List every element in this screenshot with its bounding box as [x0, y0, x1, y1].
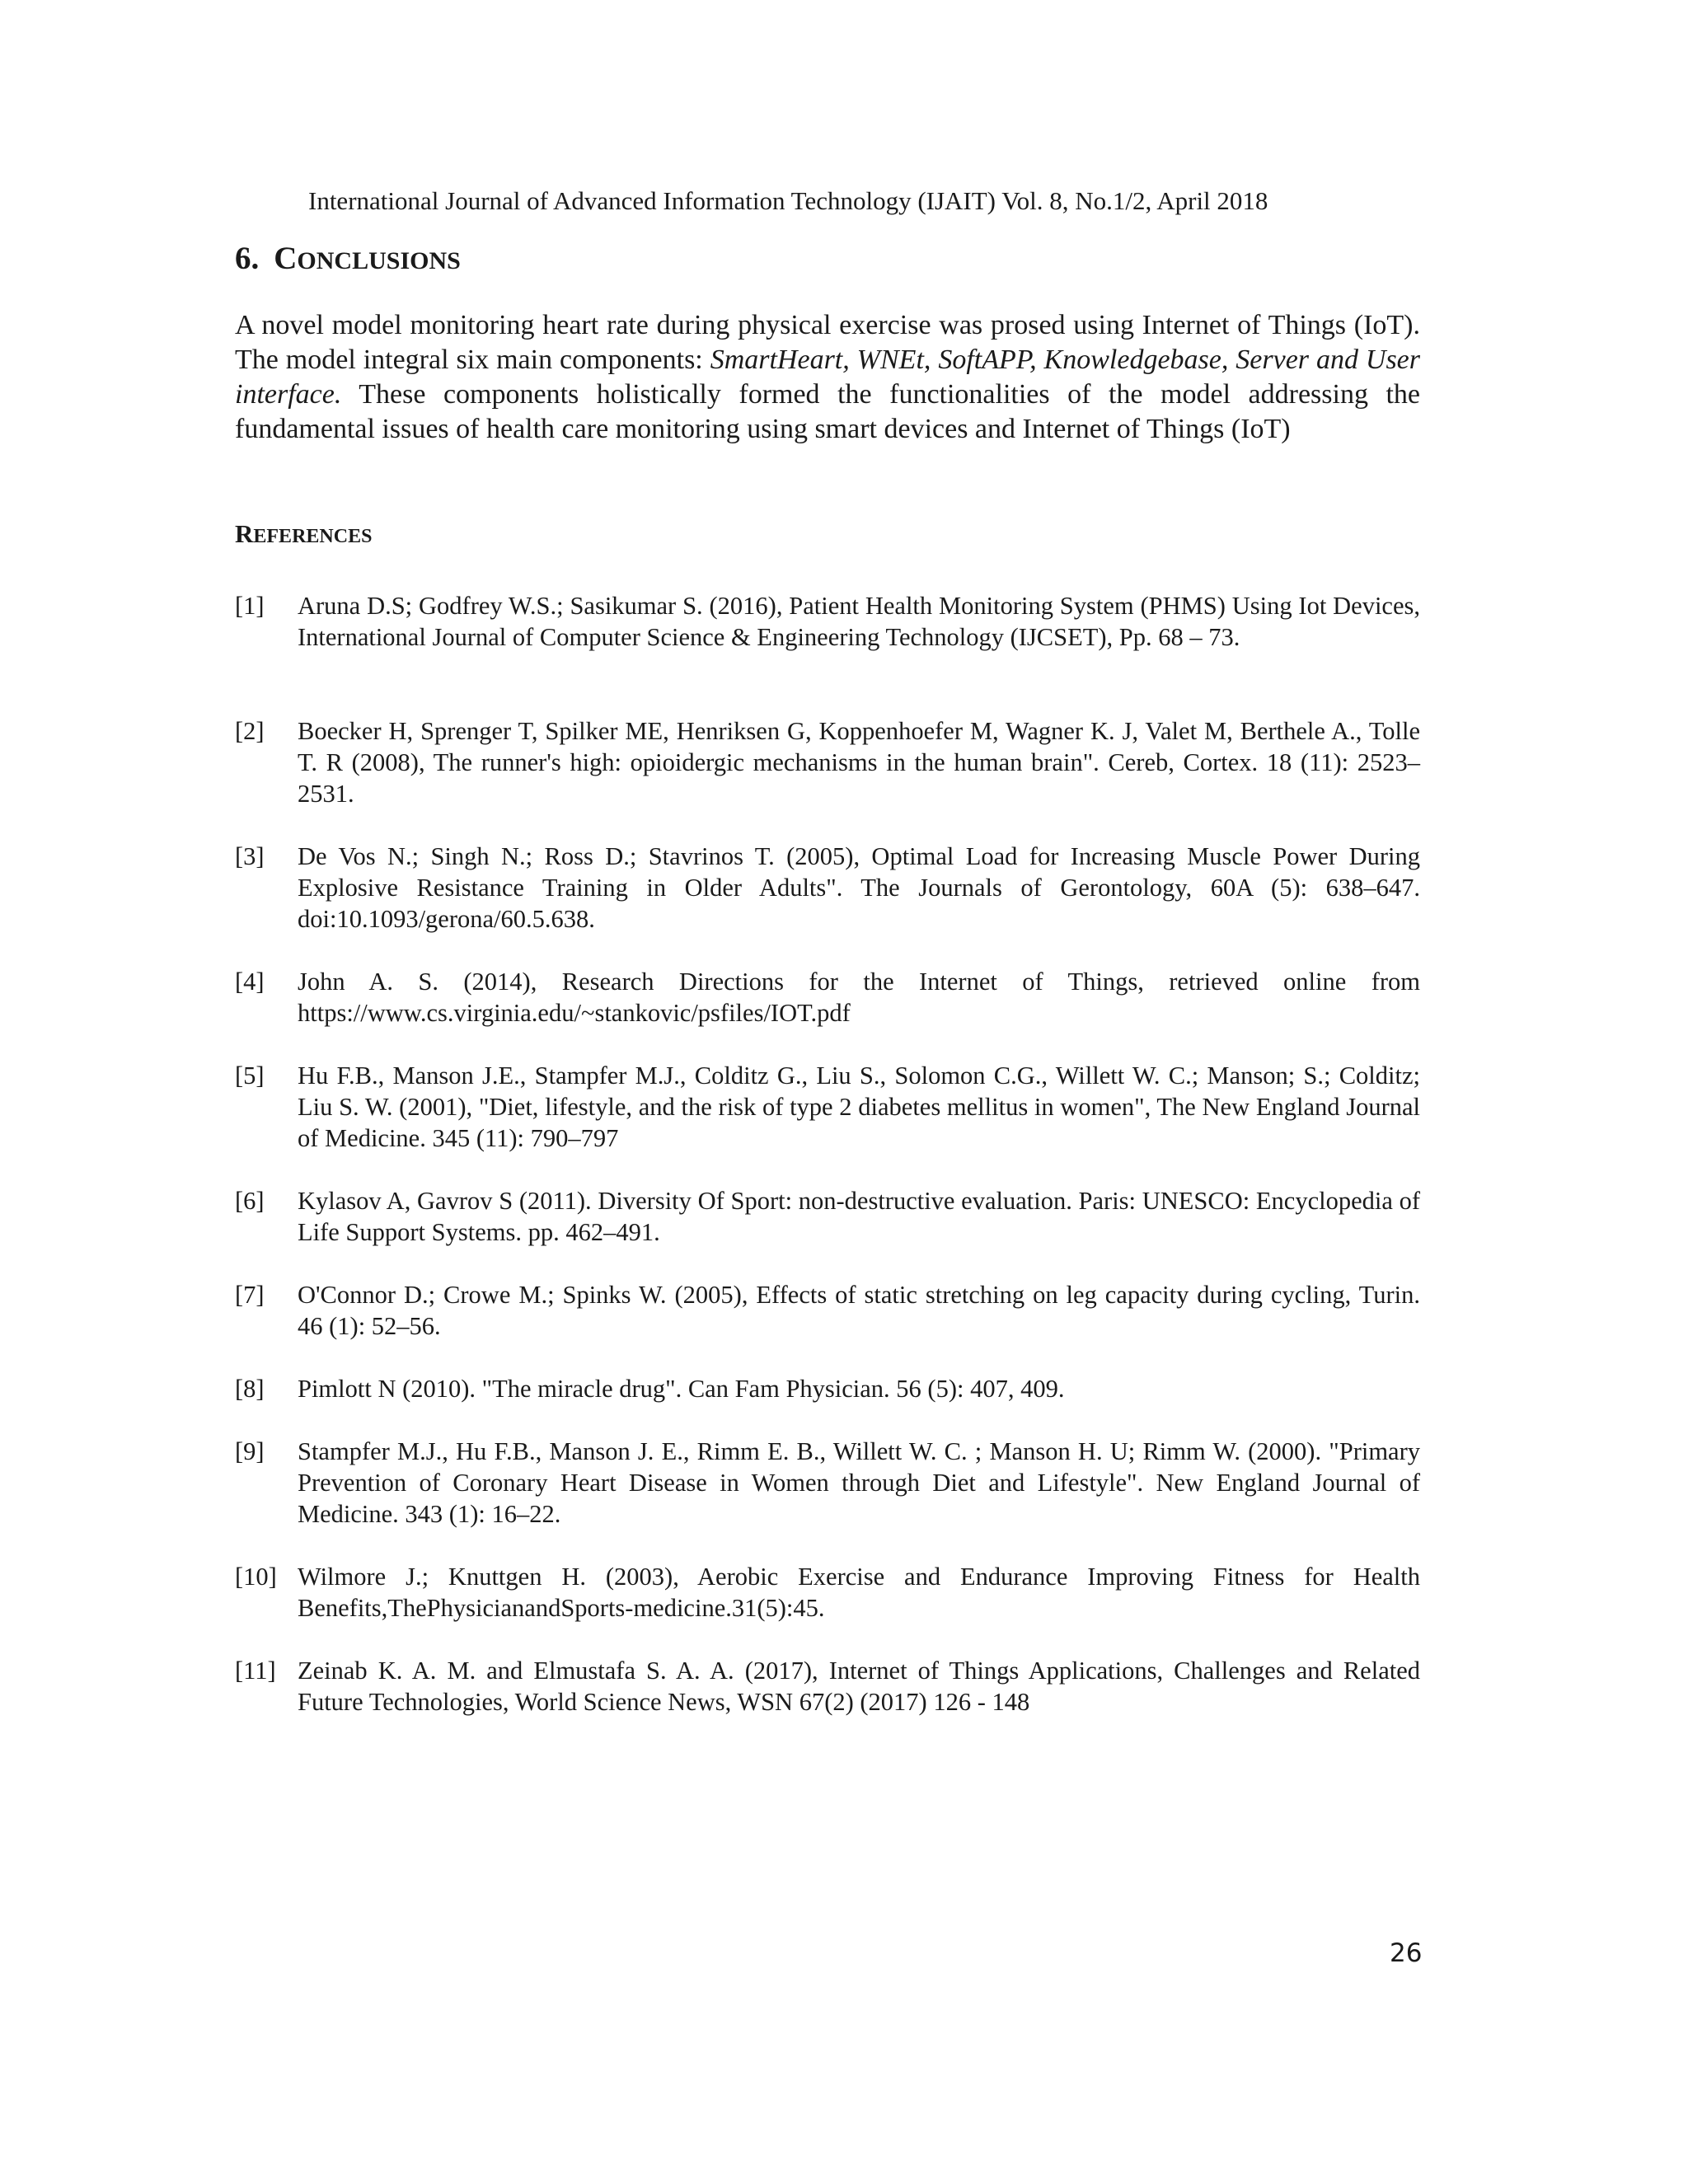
running-header: International Journal of Advanced Information Technology (IJAIT) Vol. 8, No.1/2, April 2018 [308, 186, 1268, 215]
reference-text: De Vos N.; Singh N.; Ross D.; Stavrinos T. (2005), Optimal Load for Increasing Muscle Power During Explosive Resistance Training in Older Adults". The Journals of Gerontology, 60A (5): 638–647. doi:10.1093/gerona/60.5.638. [298, 842, 1420, 933]
reference-text: Pimlott N (2010). "The miracle drug". Can Fam Physician. 56 (5): 407, 409. [298, 1375, 1065, 1403]
reference-item [235, 1373, 1420, 1404]
section-title-rest: ONCLUSIONS [297, 247, 461, 274]
reference-number: [7] [235, 1281, 265, 1309]
reference-number: [1] [235, 592, 265, 620]
reference-text: Boecker H, Sprenger T, Spilker ME, Henriksen G, Koppenhoefer M, Wagner K. J, Valet M, Berthele A., Tolle T. R (2008), The runner's high: opioidergic mechanisms in the human brain". Cereb, Cortex. 18 (11): 2523–2531. [298, 717, 1420, 808]
reference-item [235, 1060, 1420, 1154]
reference-item [235, 590, 1420, 653]
reference-number: [3] [235, 842, 265, 870]
reference-text: John A. S. (2014), Research Directions for the Internet of Things, retrieved online from https://www.cs.virginia.edu/~stankovic/psfiles/IOT.pdf [298, 968, 1420, 1027]
reference-item [235, 1655, 1420, 1718]
reference-text: O'Connor D.; Crowe M.; Spinks W. (2005), Effects of static stretching on leg capacity during cycling, Turin. 46 (1): 52–56. [298, 1281, 1420, 1340]
references-heading [235, 516, 372, 557]
conclusion-paragraph [235, 308, 1420, 447]
conclusion-text-part1: A novel model monitoring heart rate during physical exercise was prosed using Internet of Things (IoT). The model integral six main components: [235, 310, 1420, 375]
reference-number: [6] [235, 1187, 265, 1215]
reference-number: [8] [235, 1375, 265, 1403]
reference-item [235, 841, 1420, 935]
section-title-initial: C [274, 241, 298, 276]
reference-text: Zeinab K. A. M. and Elmustafa S. A. A. (2017), Internet of Things Applications, Challenges and Related Future Technologies, World Science News, WSN 67(2) (2017) 126 - 148 [298, 1657, 1420, 1716]
reference-item [235, 1185, 1420, 1248]
reference-number: [10] [235, 1563, 277, 1591]
references-heading-initial: R [235, 519, 254, 548]
reference-item [235, 1436, 1420, 1530]
page-number: 26 [1390, 1938, 1423, 1968]
reference-text: Stampfer M.J., Hu F.B., Manson J. E., Rimm E. B., Willett W. C. ; Manson H. U; Rimm W. (2000). "Primary Prevention of Coronary Heart Disease in Women through Diet and Lifestyle". New England Journal of Medicine. 343 (1): 16–22. [298, 1437, 1420, 1528]
reference-item [235, 1561, 1420, 1624]
reference-number: [5] [235, 1062, 265, 1090]
reference-text: Wilmore J.; Knuttgen H. (2003), Aerobic Exercise and Endurance Improving Fitness for Health Benefits,ThePhysicianandSports-medicine.31(5):45. [298, 1563, 1420, 1622]
reference-text: Hu F.B., Manson J.E., Stampfer M.J., Colditz G., Liu S., Solomon C.G., Willett W. C.; Manson; S.; Colditz; Liu S. W. (2001), "Diet, lifestyle, and the risk of type 2 diabetes mellitus in women", The New England Journal of Medicine. 345 (11): 790–797 [298, 1062, 1420, 1152]
reference-text: Kylasov A, Gavrov S (2011). Diversity Of Sport: non-destructive evaluation. Paris: UNESCO: Encyclopedia of Life Support Systems. pp. 462–491. [298, 1187, 1420, 1246]
reference-text: Aruna D.S; Godfrey W.S.; Sasikumar S. (2016), Patient Health Monitoring System (PHMS) Using Iot Devices, International Journal of Computer Science & Engineering Technology (IJCSET), Pp. 68 – 73. [298, 592, 1420, 651]
conclusion-text-part2: These components holistically formed the functionalities of the model addressing the fundamental issues of health care monitoring using smart devices and Internet of Things (IoT) [235, 379, 1420, 444]
reference-item [235, 1279, 1420, 1342]
references-heading-rest: EFERENCES [253, 526, 373, 547]
reference-number: [4] [235, 968, 265, 996]
reference-item [235, 966, 1420, 1029]
reference-number: [9] [235, 1437, 265, 1465]
reference-number: [2] [235, 717, 265, 745]
reference-number: [11] [235, 1657, 276, 1685]
conclusion-components-italic: SmartHeart, WNEt, SoftAPP, Knowledgebase, Server and User interface. [235, 344, 1420, 410]
reference-item [235, 715, 1420, 809]
section-number: 6. [235, 241, 260, 276]
section-heading [235, 237, 461, 283]
